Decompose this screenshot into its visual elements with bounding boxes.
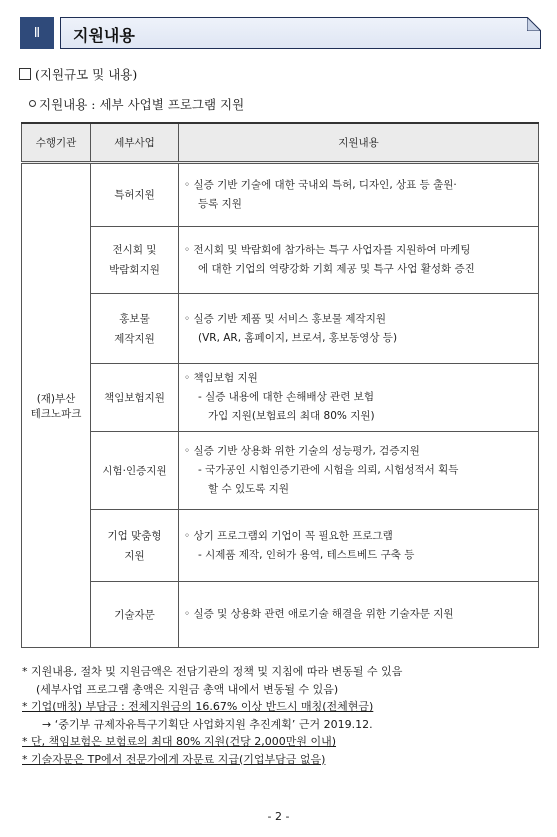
program-content-cell	[179, 510, 539, 582]
content-line: ◦ 실증 기반 상용화 위한 기술의 성능평가, 검증지원	[184, 445, 420, 457]
table-header-row	[22, 123, 539, 163]
table-row	[22, 364, 539, 432]
note-line: * 기업(매칭) 부담금 : 전체지원금의 16.67% 이상 반드시 매칭(전체현금)	[22, 700, 374, 713]
support-table	[21, 122, 539, 648]
content-line: - 실증 내용에 대한 손해배상 관련 보험	[198, 391, 374, 403]
note-line: * 기술자문은 TP에서 전문가에게 자문료 지급(기업부담금 없음)	[22, 752, 326, 766]
program-name: 기술자문	[114, 608, 155, 621]
content-line: 가입 지원(보험료의 최대 80% 지원)	[208, 410, 375, 422]
content-line: 에 대한 기업의 역량강화 기회 제공 및 특구 사업 활성화 증진	[198, 263, 475, 275]
content-line: 등록 지원	[198, 198, 242, 210]
content-line: ◦ 상기 프로그램외 기업이 꼭 필요한 프로그램	[184, 529, 393, 542]
column-header: 수행기관	[22, 123, 91, 163]
content-line: ◦ 책임보험 지원	[184, 372, 258, 384]
content-line: ◦ 실증 기반 제품 및 서비스 홍보물 제작지원	[184, 312, 386, 325]
agency-line: 테크노파크	[30, 407, 82, 420]
content-line: (VR, AR, 홈페이지, 브로셔, 홍보동영상 등)	[198, 331, 398, 344]
note-line: * 지원내용, 절차 및 지원금액은 전담기관의 정책 및 지침에 따라 변동될 수 있음	[22, 665, 403, 678]
program-name-cell	[91, 364, 179, 432]
program-name: 홍보물	[119, 312, 150, 325]
table-row	[22, 163, 539, 227]
section-number: Ⅱ	[20, 17, 54, 49]
column-header: 세부사업	[91, 123, 179, 163]
program-content-cell	[179, 582, 539, 648]
program-name: 기업 맞춤형	[107, 529, 162, 542]
program-name: 책임보험지원	[104, 391, 165, 404]
square-bullet-icon	[19, 68, 31, 80]
program-content-cell	[179, 163, 539, 227]
note-line: → ‘중기부 규제자유특구기획단 사업화지원 추진계획’ 근거 2019.12.	[42, 717, 373, 731]
program-name-cell	[91, 227, 179, 294]
program-name-cell	[91, 294, 179, 364]
sub-heading-text: 지원내용 : 세부 사업별 프로그램 지원	[39, 97, 245, 112]
table-row	[22, 227, 539, 294]
circle-bullet-icon	[29, 100, 36, 107]
note-line: * 단, 책임보험은 보험료의 최대 80% 지원(건당 2,000만원 이내)	[22, 735, 337, 748]
content-line: - 국가공인 시험인증기관에 시험을 의뢰, 시험성적서 획득	[198, 464, 459, 476]
program-name: 지원	[124, 549, 145, 562]
program-name: 특허지원	[114, 189, 155, 201]
page-number: - 2 -	[267, 810, 290, 823]
program-name: 시험·인증지원	[102, 464, 167, 477]
column-header: 지원내용	[179, 123, 539, 163]
section-title: 지원내용	[73, 26, 135, 45]
table-row	[22, 294, 539, 364]
program-name-cell	[91, 510, 179, 582]
agency-line: (재)부산	[36, 392, 76, 405]
program-name-cell	[91, 432, 179, 510]
program-name-cell	[91, 582, 179, 648]
table-row	[22, 432, 539, 510]
agency-cell	[22, 163, 91, 648]
content-line: ◦ 실증 및 상용화 관련 애로기술 해결을 위한 기술자문 지원	[184, 608, 454, 620]
content-line: ◦ 전시회 및 박람회에 참가하는 특구 사업자를 지원하여 마케팅	[184, 244, 471, 256]
content-line: 할 수 있도록 지원	[208, 483, 290, 495]
program-name: 제작지원	[114, 332, 155, 345]
sub-heading	[29, 95, 244, 113]
program-name-cell	[91, 163, 179, 227]
program-content-cell	[179, 364, 539, 432]
program-name: 박람회지원	[109, 264, 160, 276]
content-line: - 시제품 제작, 인허가 용역, 테스트베드 구축 등	[198, 548, 415, 561]
note-line: (세부사업 프로그램 총액은 지원금 총액 내에서 변동될 수 있음)	[36, 682, 339, 696]
folded-corner-icon	[527, 17, 541, 31]
section-heading	[19, 65, 137, 83]
section-heading-text: (지원규모 및 내용)	[35, 67, 138, 82]
section-title-box	[60, 17, 541, 49]
table-row	[22, 582, 539, 648]
content-line: ◦ 실증 기반 기술에 대한 국내외 특허, 디자인, 상표 등 출원·	[184, 179, 457, 191]
program-content-cell	[179, 432, 539, 510]
table-row	[22, 510, 539, 582]
program-content-cell	[179, 294, 539, 364]
notes	[22, 663, 542, 768]
section-header	[20, 17, 541, 49]
program-content-cell	[179, 227, 539, 294]
program-name: 전시회 및	[112, 244, 157, 256]
